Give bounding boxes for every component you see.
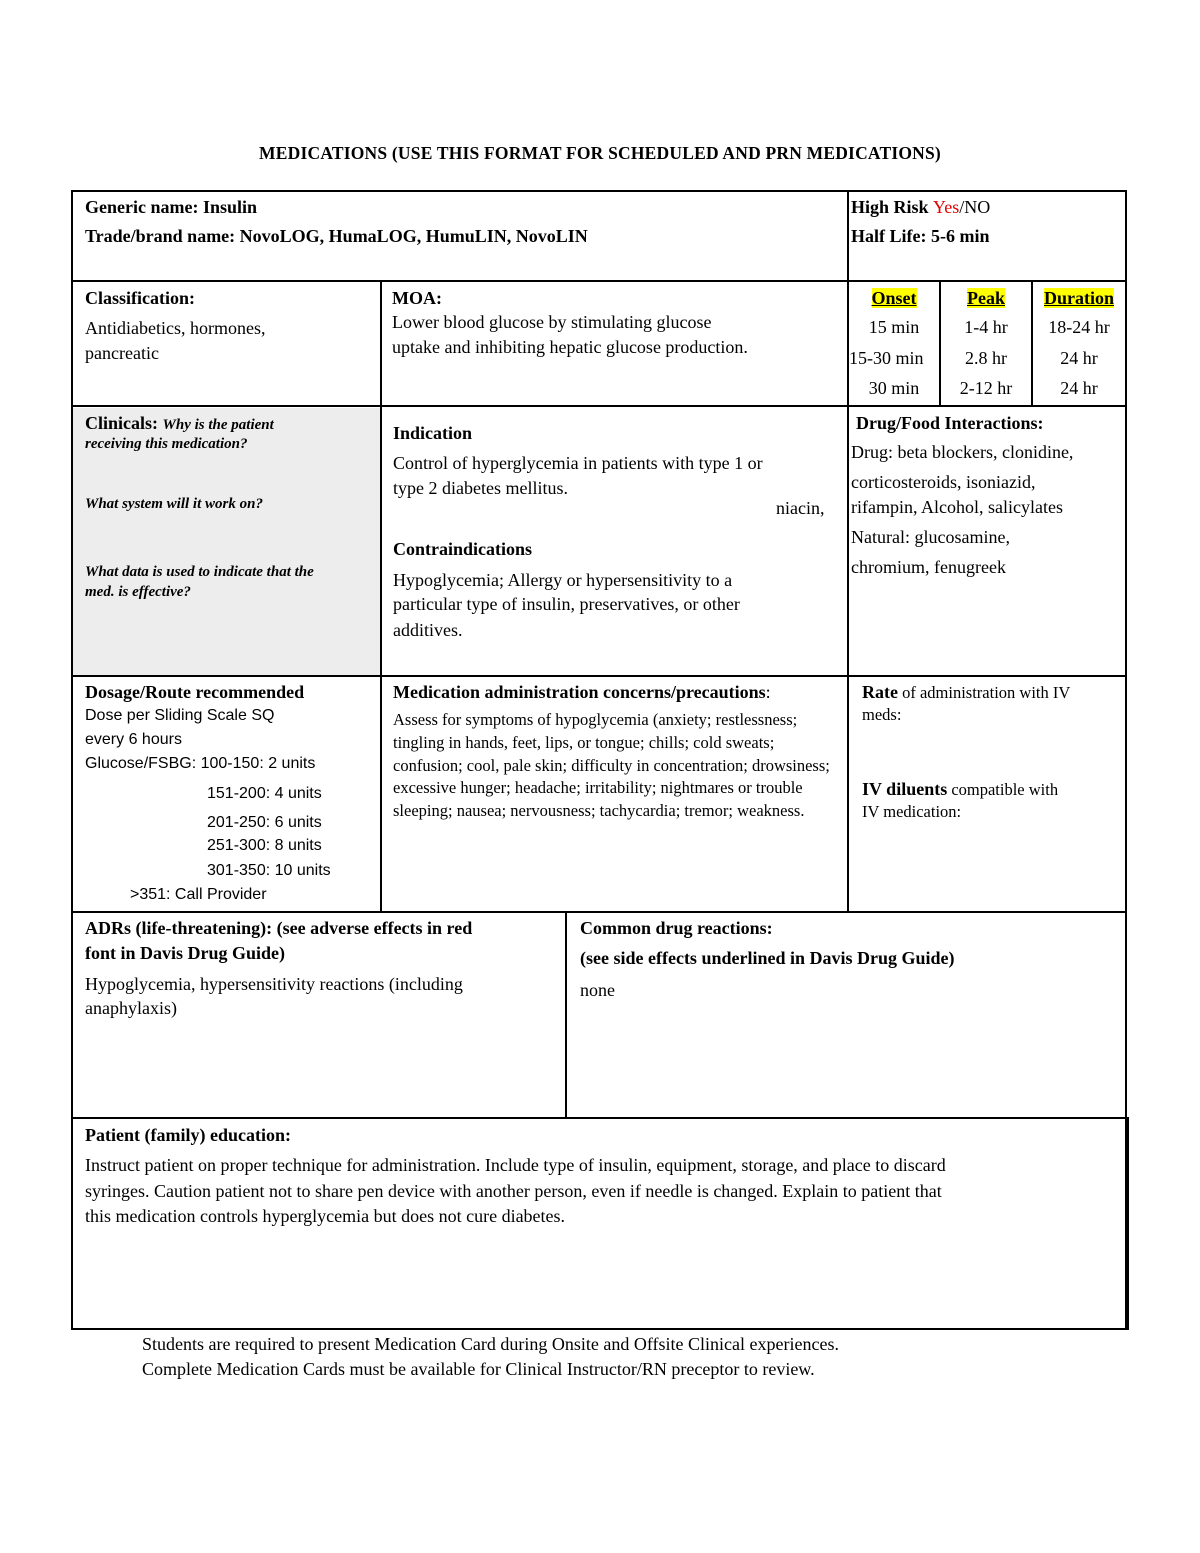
peak-header-text: Peak [967, 288, 1005, 308]
classification-line2: pancreatic [85, 343, 159, 363]
peak-value: 2.8 hr [965, 348, 1007, 368]
education-line2: syringes. Caution patient not to share pen device with another person, even if needle is changed. Explain to patient that [85, 1181, 942, 1201]
high-risk-label: High Risk [851, 197, 929, 217]
clinicals-q2: What system will it work on? [85, 496, 263, 512]
high-risk-yes: Yes [933, 197, 960, 217]
onset-header-text: Onset [871, 288, 917, 308]
generic-name-label: Generic name: [85, 197, 199, 217]
education-label: Patient (family) education: [85, 1125, 291, 1145]
indication-line2: type 2 diabetes mellitus. [393, 478, 568, 498]
generic-name-value: Insulin [202, 197, 258, 217]
common-label2: (see side effects underlined in Davis Drug Guide) [580, 948, 955, 968]
high-risk [851, 195, 990, 219]
border [71, 280, 1127, 282]
admin-text: Assess for symptoms of hypoglycemia (anxiety; restlessness; tingling in hands, feet, lips, or tongue; chills; cold sweats; confusion; cool, pale skin; difficulty in concentration; drowsiness; excessive hunger; headache; irritability; nightmares or trouble sleeping; nausea; nervousness; tachycardia; tremor; weakness. [393, 710, 830, 821]
diluents-text2: IV medication: [862, 802, 962, 821]
generic-name [85, 195, 257, 219]
high-risk-no: /NO [959, 197, 991, 217]
duration-value: 24 hr [1060, 378, 1098, 398]
moa-line2: uptake and inhibiting hepatic glucose production. [392, 337, 748, 357]
rate-text1: of administration with IV [897, 683, 1071, 702]
border [71, 1117, 1129, 1119]
trade-name-label: Trade/brand name: [85, 226, 236, 246]
clinicals-label: Clinicals: [85, 413, 159, 433]
classification-label: Classification: [85, 288, 195, 308]
clinicals-heading [85, 411, 274, 435]
half-life: Half Life: 5-6 min [851, 226, 990, 246]
moa-label: MOA: [392, 288, 442, 308]
page-title: MEDICATIONS (USE THIS FORMAT FOR SCHEDULED AND PRN MEDICATIONS) [259, 143, 941, 163]
rate-label: Rate [862, 682, 898, 702]
border [71, 675, 1127, 677]
duration-header [1033, 286, 1125, 310]
diluents-line [862, 777, 1058, 802]
contraindications-line1: Hypoglycemia; Allergy or hypersensitivity to a [393, 570, 733, 590]
admin-label: Medication administration concerns/precautions [393, 682, 766, 702]
onset-value: 30 min [868, 378, 920, 398]
dosage-line5: 201-250: 6 units [207, 814, 322, 831]
classification-line1: Antidiabetics, hormones, [85, 318, 266, 338]
dosage-line6: 251-300: 8 units [207, 837, 322, 854]
onset-value: 15-30 min [849, 348, 924, 368]
clinicals-q3a: What data is used to indicate that the [85, 564, 314, 580]
contraindications-line3: additives. [393, 620, 463, 640]
dosage-line3: Glucose/FSBG: 100-150: 2 units [85, 755, 316, 772]
diluents-label: IV diluents [862, 779, 948, 799]
indication-line1: Control of hyperglycemia in patients with type 1 or [393, 453, 763, 473]
indication-stray: niacin, [776, 498, 825, 518]
contraindications-line2: particular type of insulin, preservatives, or other [393, 594, 740, 614]
dosage-line2: every 6 hours [85, 731, 182, 748]
adrs-label1: ADRs (life-threatening): (see adverse effects in red [85, 918, 473, 938]
border [1127, 1117, 1129, 1330]
dosage-line7: 301-350: 10 units [207, 862, 331, 879]
peak-value: 1-4 hr [964, 317, 1008, 337]
interactions-line5: chromium, fenugreek [851, 557, 1006, 577]
contraindications-label: Contraindications [393, 539, 533, 559]
admin-heading [393, 680, 771, 704]
footer-line1: Students are required to present Medication Card during Onsite and Offsite Clinical experiences. [142, 1334, 839, 1354]
peak-header [941, 286, 1031, 310]
common-text: none [580, 980, 615, 1000]
education-line1: Instruct patient on proper technique for administration. Include type of insulin, equipment, storage, and place to discard [85, 1155, 946, 1175]
border [71, 911, 1127, 913]
dosage-label: Dosage/Route recommended [85, 682, 305, 702]
trade-name [85, 224, 588, 248]
clinicals-q1b: receiving this medication? [85, 436, 248, 452]
adrs-text1: Hypoglycemia, hypersensitivity reactions (including [85, 974, 463, 994]
interactions-line2: corticosteroids, isoniazid, [851, 472, 1036, 492]
clinicals-q1a: Why is the patient [162, 417, 274, 433]
rate-line [862, 680, 1070, 705]
diluents-text1: compatible with [947, 780, 1059, 799]
interactions-line3: rifampin, Alcohol, salicylates [851, 497, 1063, 517]
border [71, 1328, 1129, 1330]
clinicals-q3b: med. is effective? [85, 584, 191, 600]
interactions-line1: Drug: beta blockers, clonidine, [851, 442, 1074, 462]
peak-value: 2-12 hr [959, 378, 1013, 398]
rate-text2: meds: [862, 705, 902, 724]
education-line3: this medication controls hyperglycemia but does not cure diabetes. [85, 1206, 566, 1226]
trade-name-value: NovoLOG, HumaLOG, HumuLIN, NovoLIN [239, 226, 588, 246]
interactions-line4: Natural: glucosamine, [851, 527, 1010, 547]
dosage-line4: 151-200: 4 units [207, 785, 322, 802]
adrs-label2: font in Davis Drug Guide) [85, 943, 286, 963]
dosage-line8: >351: Call Provider [130, 886, 267, 903]
border [565, 911, 567, 1119]
moa-line1: Lower blood glucose by stimulating glucose [392, 312, 712, 332]
onset-value: 15 min [868, 317, 920, 337]
duration-value: 24 hr [1060, 348, 1098, 368]
border [71, 190, 73, 1330]
footer-line2: Complete Medication Cards must be available for Clinical Instructor/RN preceptor to review. [142, 1359, 815, 1379]
onset-header [849, 286, 939, 310]
duration-value: 18-24 hr [1048, 317, 1110, 337]
adrs-text2: anaphylaxis) [85, 998, 177, 1018]
interactions-label: Drug/Food Interactions: [856, 413, 1044, 433]
duration-header-text: Duration [1043, 288, 1114, 308]
indication-label: Indication [393, 423, 473, 443]
border [71, 405, 1127, 407]
dosage-line1: Dose per Sliding Scale SQ [85, 707, 275, 724]
border [380, 280, 382, 913]
admin-colon: : [765, 682, 771, 702]
border [71, 190, 1127, 192]
common-label1: Common drug reactions: [580, 918, 773, 938]
